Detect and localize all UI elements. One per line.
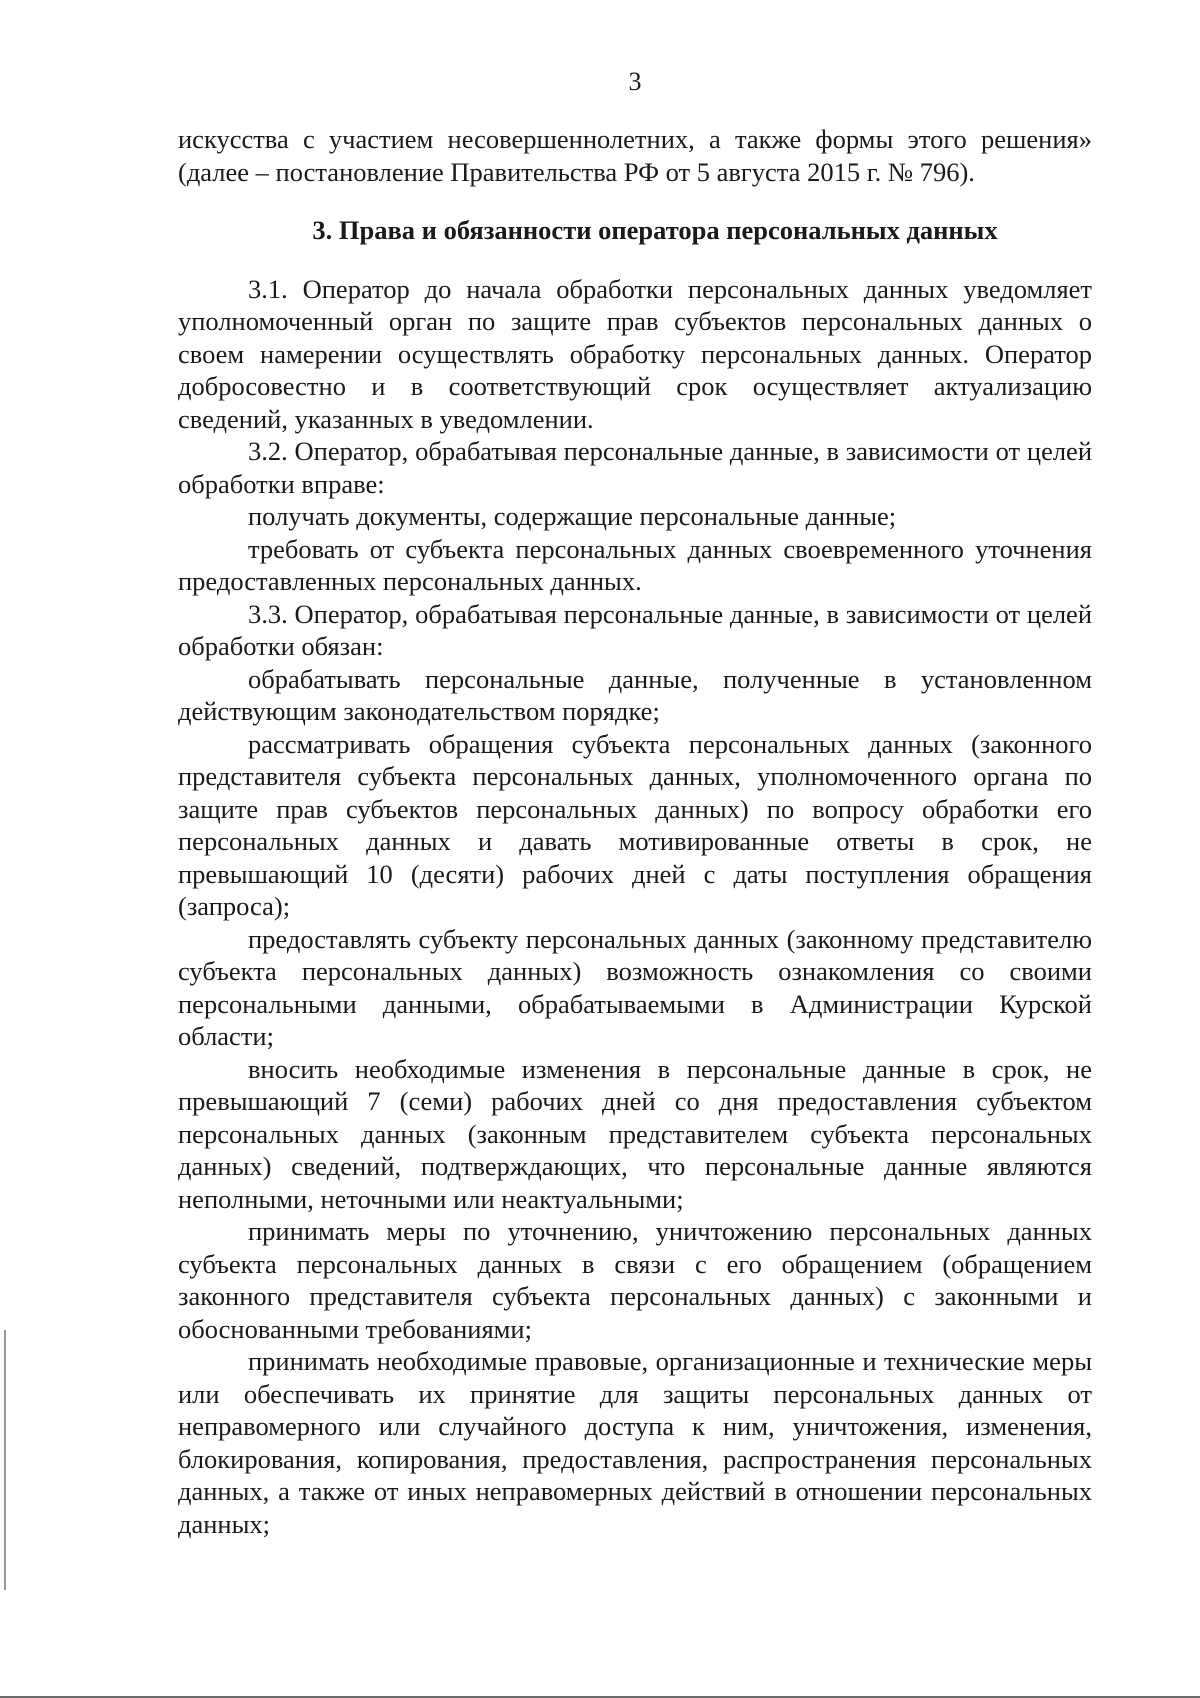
rights-item-1: получать документы, содержащие персональные данные; bbox=[248, 501, 897, 531]
paragraph-3-2: 3.2. Оператор, обрабатывая персональные данные, в зависимости от целей обработки вправе: bbox=[178, 436, 1092, 499]
paragraph-3-1: 3.1. Оператор до начала обработки персональных данных уведомляет уполномоченный орган по защите прав субъектов персональных данных о своем намерении осуществлять обработку персональных данных. Оператор добросовестно и в соответствующий срок осуществляет актуализацию сведений, указанных в уведомлении. bbox=[178, 273, 1092, 434]
duties-item-6: принимать необходимые правовые, организационные и технические меры или обеспечивать их принятие для защиты персональных данных от неправомерного или случайного доступа к ним, уничтожения, изменения, блокирования, копирования, предоставления, распространения персональных данных, а также от иных неправомерных действий в отношении персональных данных; bbox=[178, 1346, 1092, 1539]
section-heading: 3. Права и обязанности оператора персональных данных bbox=[312, 215, 998, 245]
scan-edge-left bbox=[4, 1330, 6, 1590]
duties-item-1: обрабатывать персональные данные, полученные в установленном действующим законодательством порядке; bbox=[178, 663, 1092, 726]
document-body bbox=[178, 123, 1092, 1540]
duties-item-3: предоставлять субъекту персональных данных (законному представителю субъекта персональных данных) возможность ознакомления со своими персональными данными, обрабатываемыми в Администрации Курской области; bbox=[178, 923, 1092, 1051]
paragraph-3-3: 3.3. Оператор, обрабатывая персональные данные, в зависимости от целей обработки обязан: bbox=[178, 598, 1092, 661]
duties-item-4: вносить необходимые изменения в персональные данные в срок, не превышающий 7 (семи) рабочих дней со дня предоставления субъектом персональных данных (законным представителем субъекта персональных данных) сведений, подтверждающих, что персональные данные являются неполными, неточными или неактуальными; bbox=[178, 1053, 1092, 1214]
page-number: 3 bbox=[628, 67, 642, 96]
rights-item-2: требовать от субъекта персональных данных своевременного уточнения предоставленных персональных данных. bbox=[178, 533, 1092, 596]
intro-paragraph: искусства с участием несовершеннолетних, а также формы этого решения» (далее – постановление Правительства РФ от 5 августа 2015 г. № 796). bbox=[178, 124, 1092, 187]
duties-item-2: рассматривать обращения субъекта персональных данных (законного представителя субъекта персональных данных, уполномоченного органа по защите прав субъектов персональных данных) по вопросу обработки его персональных данных и давать мотивированные ответы в срок, не превышающий 10 (десяти) рабочих дней с даты поступления обращения (запроса); bbox=[178, 728, 1092, 921]
duties-item-5: принимать меры по уточнению, уничтожению персональных данных субъекта персональных данных в связи с его обращением (обращением законного представителя субъекта персональных данных) с законными и обоснованными требованиями; bbox=[178, 1216, 1092, 1344]
